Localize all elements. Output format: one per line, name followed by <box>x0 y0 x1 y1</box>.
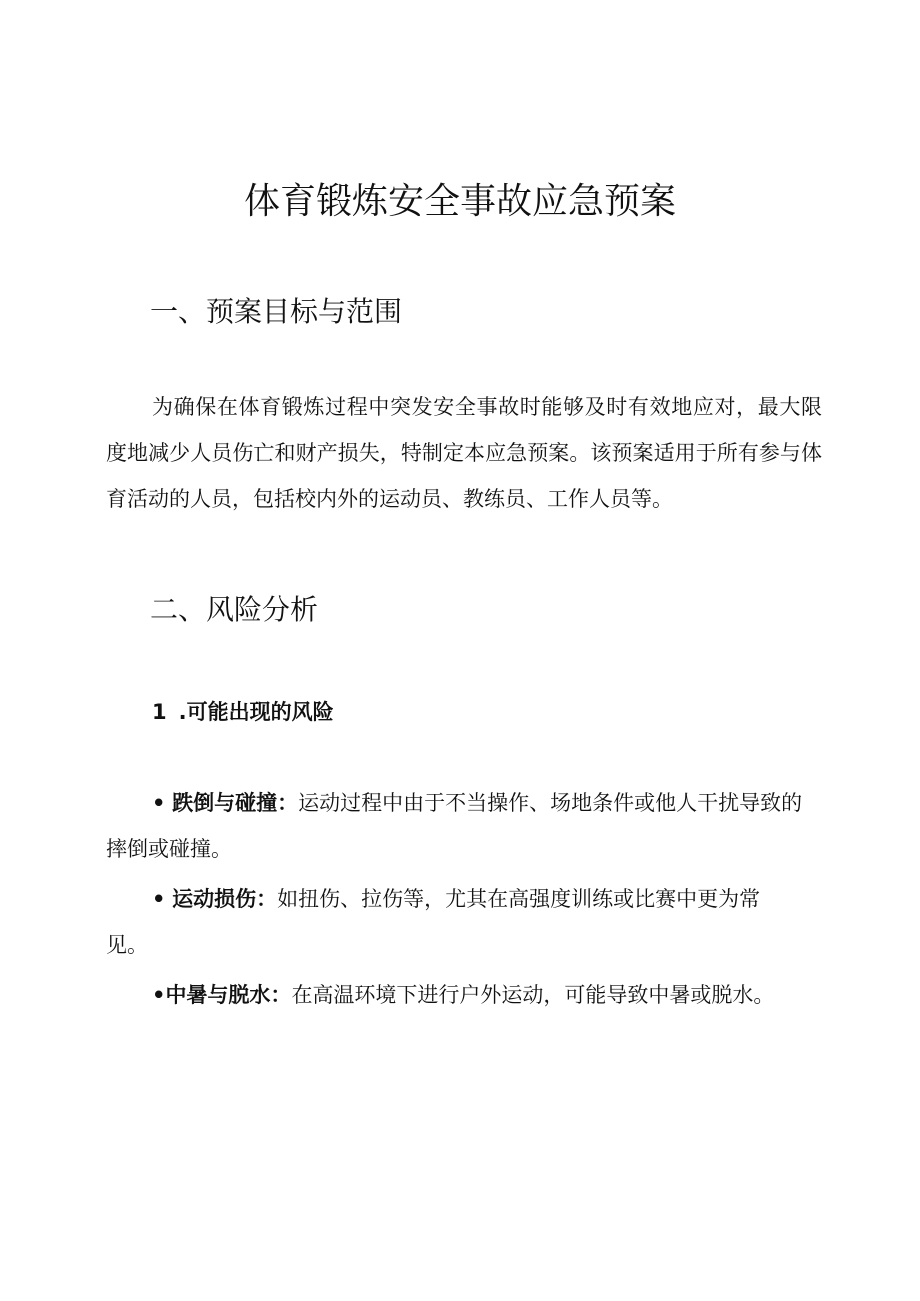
list-item <box>106 876 786 968</box>
risk-term: 运动损伤： <box>172 887 278 911</box>
subsection-title: .可能出现的风险 <box>178 700 334 724</box>
list-item <box>106 972 822 1018</box>
section-heading-goals: 一、预案目标与范围 <box>150 295 403 328</box>
list-item <box>106 780 818 872</box>
risk-term: 跌倒与碰撞： <box>172 791 299 815</box>
risk-description: 在高温环境下进行户外运动，可能导致中暑或脱水。 <box>291 983 775 1007</box>
bullet-icon: • <box>152 983 166 1007</box>
bullet-icon: • <box>152 791 166 815</box>
document-title: 体育锻炼安全事故应急预案 <box>243 181 676 222</box>
subsection-number: 1 <box>152 700 167 724</box>
bullet-icon: • <box>152 887 166 911</box>
risk-term: 中暑与脱水： <box>165 983 292 1007</box>
risk-description: 运动过程中由于不当操作、场地条件或他人干扰导致的摔倒或碰撞。 <box>106 791 803 861</box>
section-heading-risk-analysis: 二、风险分析 <box>150 593 319 626</box>
intro-paragraph: 为确保在体育锻炼过程中突发安全事故时能够及时有效地应对，最大限度地减少人员伤亡和财产损失，特制定本应急预案。该预案适用于所有参与体育活动的人员，包括校内外的运动员、教练员、工作人员等。 <box>106 395 822 511</box>
risk-description: 如扭伤、拉伤等，尤其在高强度训练或比赛中更为常见。 <box>106 887 761 957</box>
subsection-heading <box>152 692 334 732</box>
